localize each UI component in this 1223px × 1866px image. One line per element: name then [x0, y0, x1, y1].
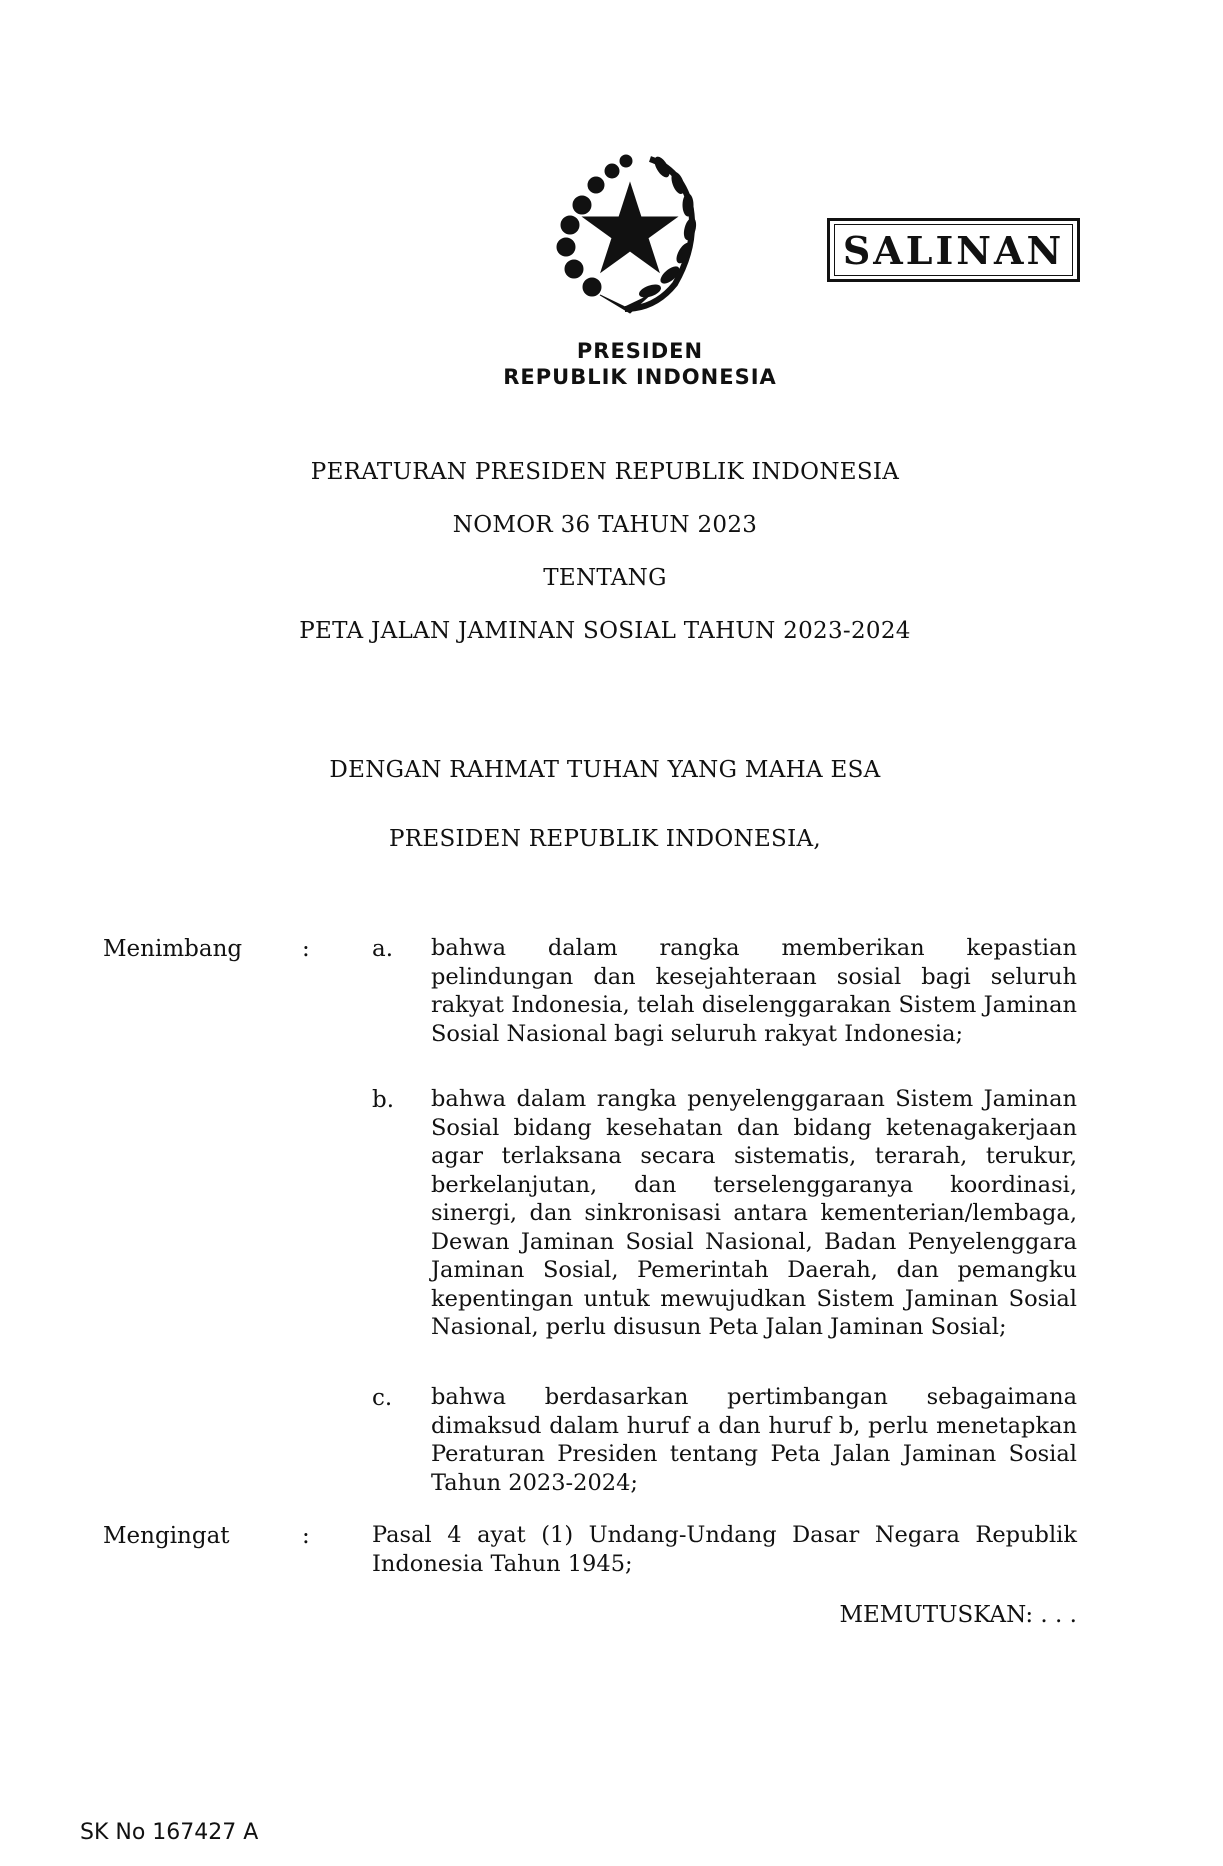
salinan-stamp: [827, 218, 1080, 282]
regulation-number: NOMOR 36 TAHUN 2023: [452, 512, 758, 538]
menimbang-item-a-letter: a.: [372, 936, 394, 962]
mengingat-text: Pasal 4 ayat (1) Undang-Undang Dasar Negara Republik Indonesia Tahun 1945;: [372, 1522, 1077, 1577]
presiden-label: PRESIDEN: [576, 339, 704, 363]
regulation-title: PERATURAN PRESIDEN REPUBLIK INDONESIA: [310, 459, 900, 485]
sk-number: SK No 167427 A: [80, 1820, 259, 1845]
salinan-stamp-text: SALINAN: [834, 224, 1073, 276]
mengingat-colon: :: [302, 1523, 310, 1549]
menimbang-item-b-text: bahwa dalam rangka penyelenggaraan Sistem Jaminan Sosial bidang kesehatan dan bidang ketenagakerjaan agar terlaksana secara sistematis, terarah, terukur, berkelanjutan, dan terselenggaranya koordinasi, sinergi, dan sinkronisasi antara kementerian/lembaga, Dewan Jaminan Sosial Nasional, Badan Penyelenggara Jaminan Sosial, Pemerintah Daerah, dan pemangku kepentingan untuk mewujudkan Sistem Jaminan Sosial Nasional, perlu disusun Peta Jalan Jaminan Sosial;: [431, 1086, 1077, 1340]
menimbang-label: Menimbang: [103, 936, 243, 962]
menimbang-item-c-letter: c.: [372, 1385, 393, 1411]
republik-indonesia-label: REPUBLIK INDONESIA: [503, 365, 777, 389]
mengingat-label: Mengingat: [103, 1523, 230, 1549]
menimbang-item-c-text: bahwa berdasarkan pertimbangan sebagaimana dimaksud dalam huruf a dan huruf b, perlu menetapkan Peraturan Presiden tentang Peta Jalan Jaminan Sosial Tahun 2023-2024;: [431, 1384, 1077, 1496]
menimbang-item-b-letter: b.: [372, 1087, 395, 1113]
preamble-blessing: DENGAN RAHMAT TUHAN YANG MAHA ESA: [329, 757, 881, 783]
menimbang-item-a-text: bahwa dalam rangka memberikan kepastian pelindungan dan kesejahteraan sosial bagi seluruh rakyat Indonesia, telah diselenggarakan Sistem Jaminan Sosial Nasional bagi seluruh rakyat Indonesia;: [431, 935, 1077, 1047]
regulation-subject: PETA JALAN JAMINAN SOSIAL TAHUN 2023-2024: [299, 618, 911, 644]
memutuskan-continuation: MEMUTUSKAN: . . .: [839, 1602, 1077, 1628]
preamble-president: PRESIDEN REPUBLIK INDONESIA,: [389, 826, 821, 852]
menimbang-colon: :: [302, 936, 310, 962]
regulation-tentang: TENTANG: [543, 565, 667, 591]
garuda-star-emblem-icon: [540, 145, 715, 315]
